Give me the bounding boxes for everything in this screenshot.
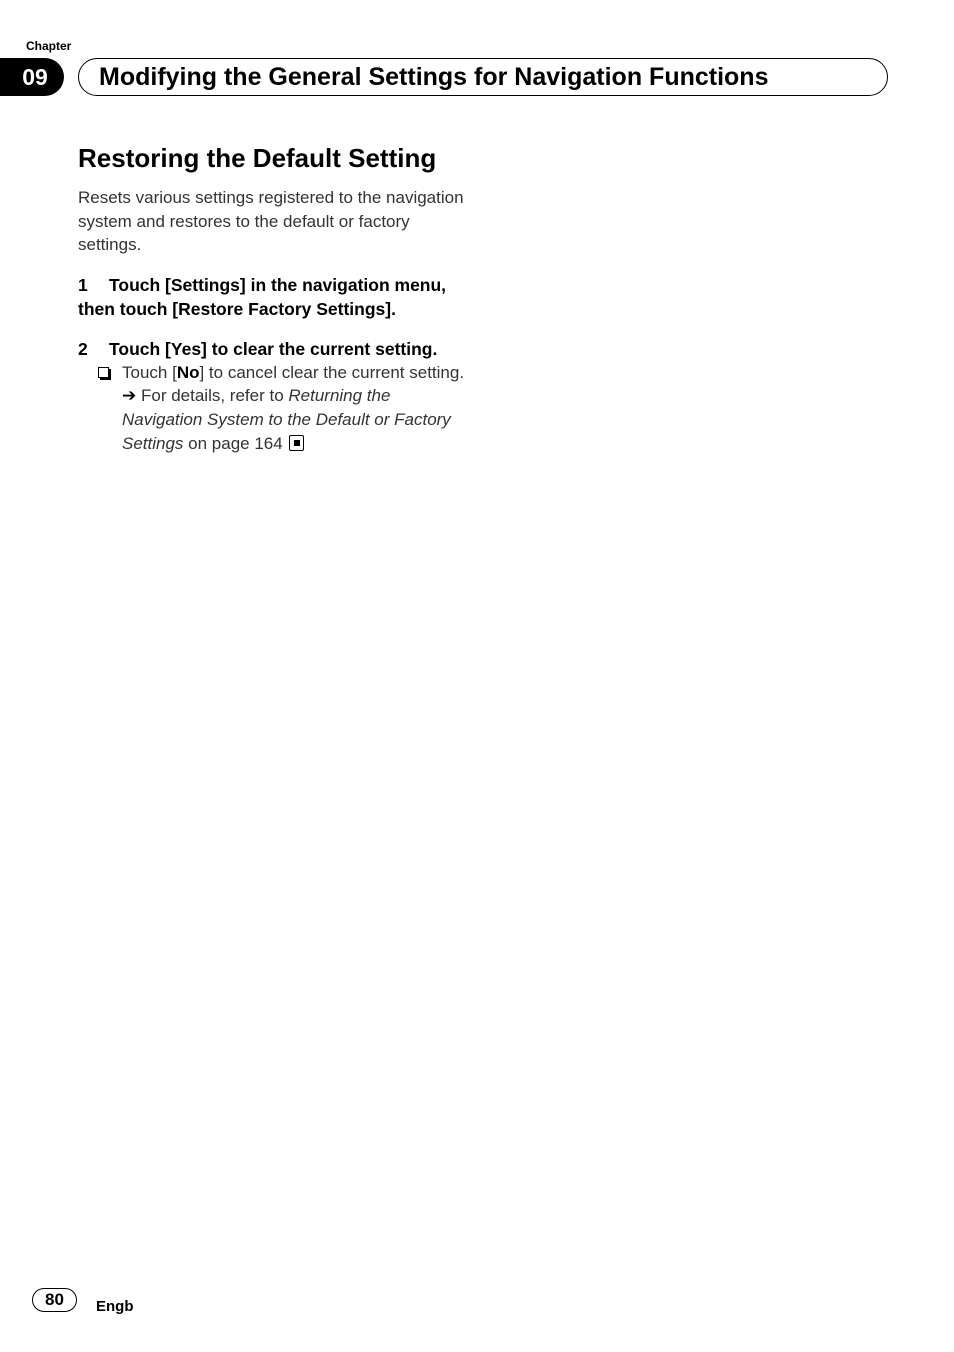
step-2-text: Touch [Yes] to clear the current setting. <box>109 338 438 359</box>
section-title: Restoring the Default Setting <box>78 143 437 173</box>
note-checkbox-icon <box>98 367 109 378</box>
end-of-section-icon <box>289 435 304 451</box>
reference-text-pre: For details, refer to <box>140 386 289 406</box>
note-text-pre: Touch [ <box>122 362 177 382</box>
page-number: 80 <box>32 1288 77 1312</box>
content-column <box>78 140 468 455</box>
step-1-text: Touch [Settings] in the navigation menu, then touch [Restore Factory Settings]. <box>78 274 447 319</box>
step-2 <box>78 337 468 361</box>
reference-text-post: on page 164 <box>183 433 283 453</box>
reference-arrow-icon: ➔ <box>122 386 137 406</box>
note-text-bold: No <box>176 362 200 382</box>
section-intro: Resets various settings registered to the navigation system and restores to the default or factory settings. <box>78 188 464 255</box>
chapter-number-badge: 09 <box>0 58 64 96</box>
step-2-number: 2 <box>78 338 88 359</box>
step-1-number: 1 <box>78 274 88 295</box>
note-text-post: ] to cancel clear the current setting. <box>199 362 465 382</box>
step-1 <box>78 273 468 321</box>
chapter-label: Chapter <box>26 39 72 53</box>
chapter-title-text: Modifying the General Settings for Navigation Functions <box>99 62 769 91</box>
reference-title: Returning the Navigation System to the Default or Factory Settings <box>122 386 451 453</box>
note-item <box>78 361 468 455</box>
language-code: Engb <box>96 1298 134 1315</box>
chapter-title <box>78 58 888 96</box>
